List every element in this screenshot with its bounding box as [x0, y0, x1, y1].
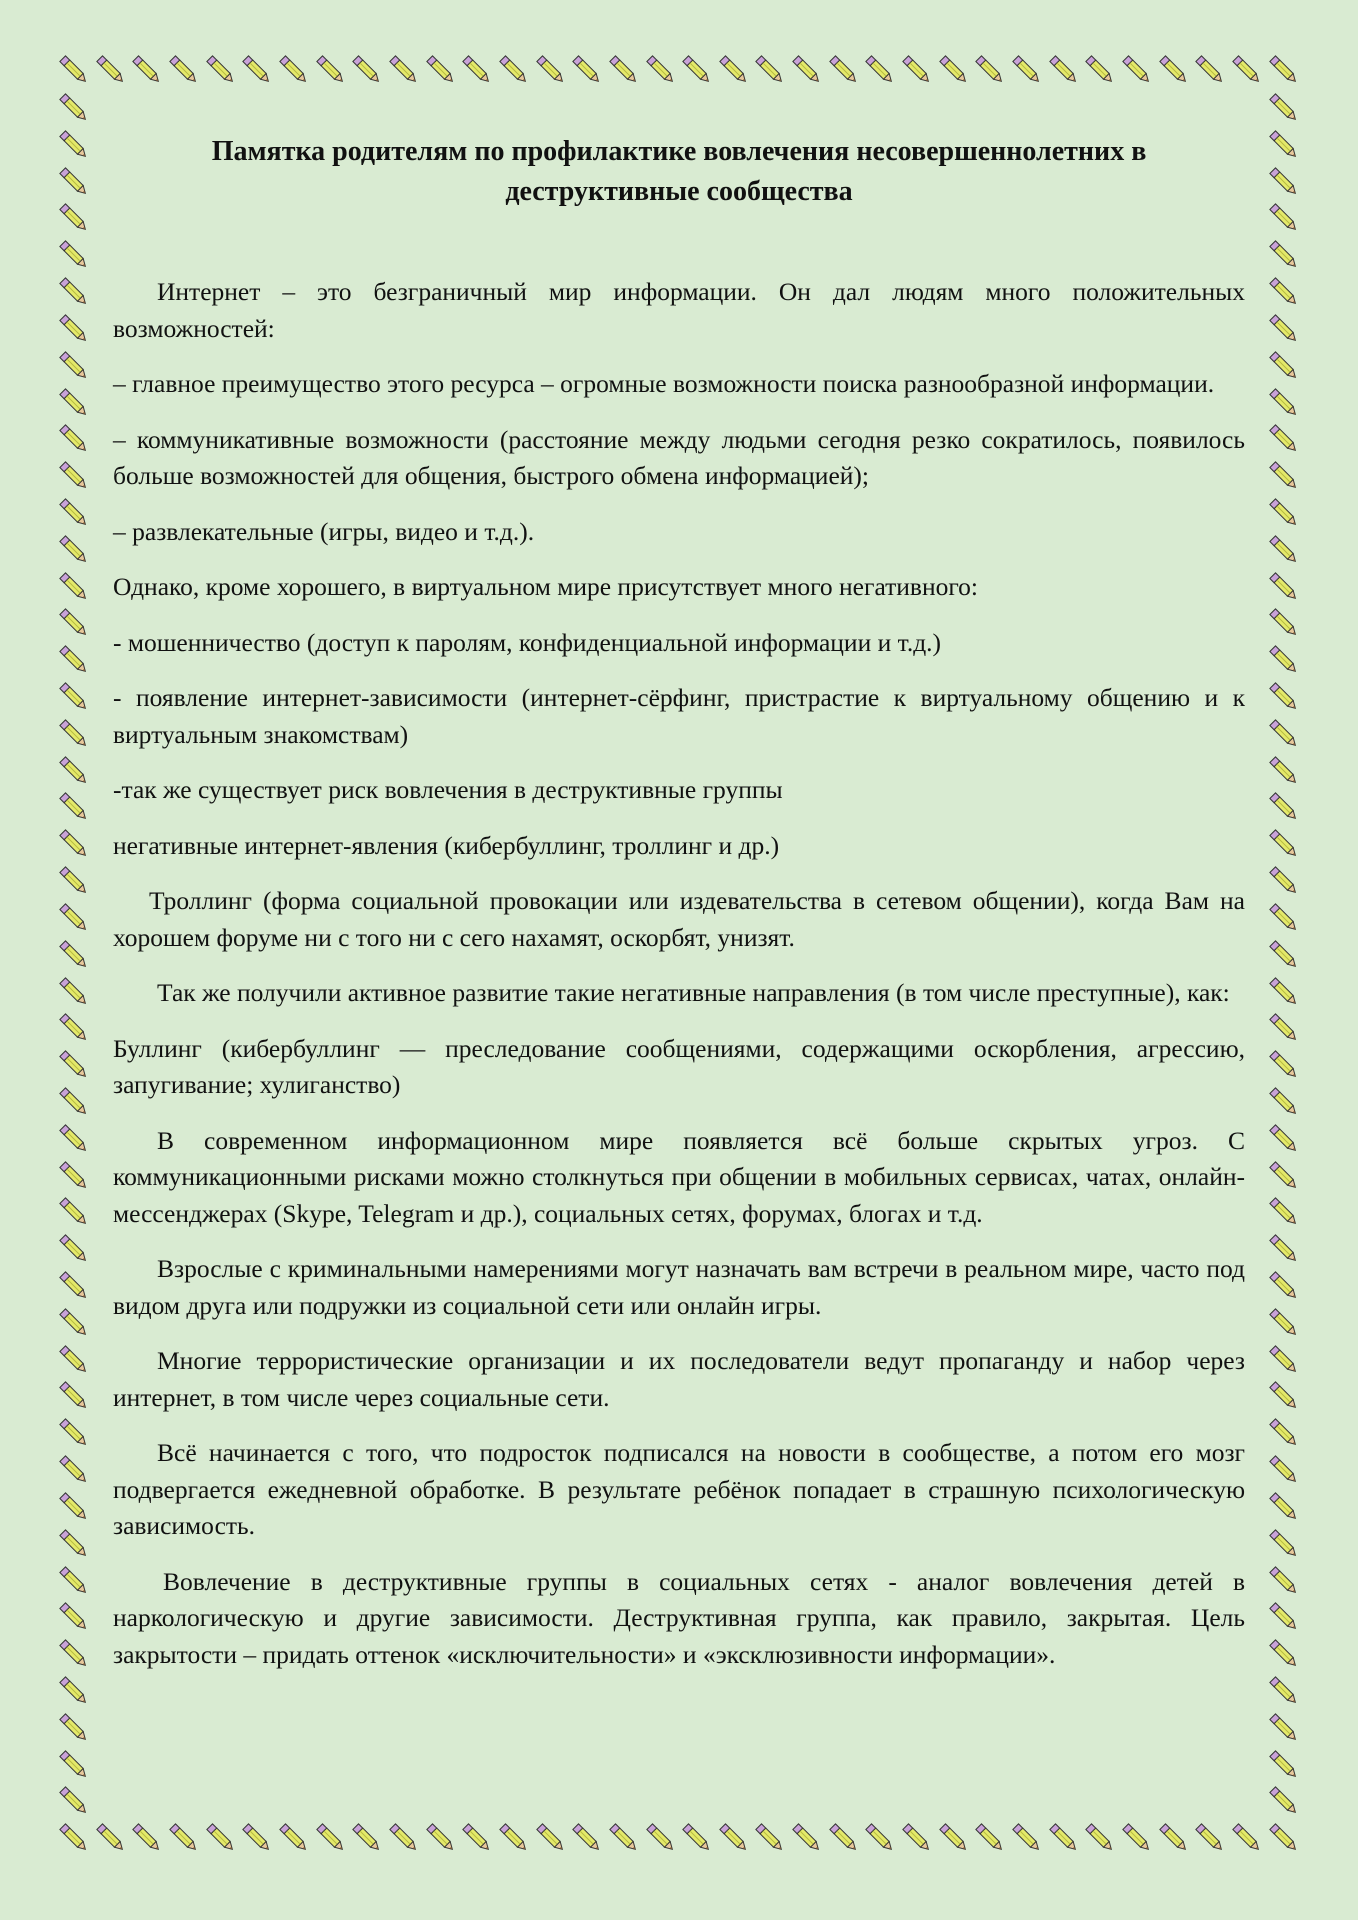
pencil-icon [899, 52, 935, 88]
pencil-icon [56, 1673, 92, 1709]
pencil-icon [56, 385, 92, 421]
pencil-icon [533, 1820, 569, 1856]
pencil-icon [1266, 826, 1302, 862]
pencil-icon [423, 1820, 459, 1856]
pencil-icon [936, 52, 972, 88]
pencil-icon [1266, 1820, 1302, 1856]
pencil-icon [1266, 1783, 1302, 1819]
pencil-icon [1266, 421, 1302, 457]
pencil-icon [1046, 52, 1082, 88]
pencil-icon [1009, 1820, 1045, 1856]
pencil-icon [459, 1820, 495, 1856]
pencil-icon [56, 1563, 92, 1599]
pencil-icon [1266, 1599, 1302, 1635]
paragraph: негативные интернет-явления (кибербуллинг, троллинг и др.) [113, 830, 780, 860]
pencil-icon [203, 52, 239, 88]
pencil-icon [349, 52, 385, 88]
paragraph: - мошенничество (доступ к паролям, конфиденциальной информации и т.д.) [113, 627, 942, 657]
pencil-icon [56, 421, 92, 457]
pencil-icon [56, 1452, 92, 1488]
pencil-icon [56, 1047, 92, 1083]
pencil-icon [1266, 1268, 1302, 1304]
pencil-icon [826, 52, 862, 88]
pencil-icon [496, 1820, 532, 1856]
pencil-icon [1266, 1489, 1302, 1525]
pencil-icon [1266, 679, 1302, 715]
page-title: Памятка родителям по профилактике вовлечения несовершеннолетних в деструктивные сообщества [211, 136, 1147, 207]
pencil-icon [679, 52, 715, 88]
pencil-icon [1266, 90, 1302, 126]
pencil-icon [1266, 1231, 1302, 1267]
paragraph: – главное преимущество этого ресурса – огромные возможности поиска разнообразной информации. [113, 369, 1215, 398]
pencil-icon [386, 52, 422, 88]
pencil-icon [1266, 1710, 1302, 1746]
pencil-icon [1266, 937, 1302, 973]
pencil-icon [56, 1415, 92, 1451]
pencil-icon [56, 753, 92, 789]
pencil-icon [862, 52, 898, 88]
pencil-icon [972, 1820, 1008, 1856]
pencil-icon [1266, 1305, 1302, 1341]
pencil-icon [643, 52, 679, 88]
pencil-icon [56, 1231, 92, 1267]
paragraph: Однако, кроме хорошего, в виртуальном мире присутствует много негативного: [113, 572, 978, 601]
pencil-icon [56, 679, 92, 715]
pencil-icon [56, 1783, 92, 1819]
pencil-icon [276, 52, 312, 88]
paragraph: Троллинг (форма социальной провокации или издевательства в сетевом общении), когда Вам на хорошем форуме ни с того ни с сего нахамят, оскорбят, унизят. [113, 886, 1245, 952]
pencil-icon [386, 1820, 422, 1856]
pencil-icon [1119, 52, 1155, 88]
pencil-icon [1229, 52, 1265, 88]
pencil-icon [1266, 200, 1302, 236]
pencil-icon [423, 52, 459, 88]
pencil-border-right [1266, 90, 1304, 1820]
pencil-icon [1266, 863, 1302, 899]
pencil-icon [533, 52, 569, 88]
pencil-icon [1266, 1378, 1302, 1414]
pencil-icon [1082, 52, 1118, 88]
pencil-icon [93, 52, 129, 88]
pencil-icon [56, 716, 92, 752]
pencil-icon [56, 532, 92, 568]
pencil-icon [862, 1820, 898, 1856]
pencil-icon [56, 237, 92, 273]
paragraph: Многие террористические организации и их последователи ведут пропаганду и набор через интернет, в том числе через социальные сети. [113, 1346, 1245, 1412]
paragraph: – коммуникативные возможности (расстояние между людьми сегодня резко сократилось, появилось больше возможностей для общения, быстрого обмена информацией); [113, 424, 1245, 490]
pencil-icon [56, 1489, 92, 1525]
pencil-icon [313, 52, 349, 88]
pencil-icon [1046, 1820, 1082, 1856]
pencil-icon [752, 52, 788, 88]
pencil-icon [1192, 1820, 1228, 1856]
pencil-icon [56, 605, 92, 641]
pencil-icon [716, 1820, 752, 1856]
paragraph: -так же существует риск вовлечения в деструктивные группы [113, 775, 783, 804]
pencil-icon [936, 1820, 972, 1856]
pencil-icon [349, 1820, 385, 1856]
pencil-icon [789, 52, 825, 88]
paragraph: В современном информационном мире появляется всё больше скрытых угроз. С коммуникационными рисками можно столкнуться при общении в мобильных сервисах, чатах, онлайн-мессенджерах (Skype, Telegram и др.), социальных сетях, форумах, блогах и т.д. [113, 1125, 1245, 1228]
pencil-icon [1266, 532, 1302, 568]
pencil-icon [56, 495, 92, 531]
pencil-icon [606, 1820, 642, 1856]
pencil-icon [569, 1820, 605, 1856]
paragraph: Интернет – это безграничный мир информации. Он дал людям много положительных возможностей: [113, 277, 1245, 343]
pencil-icon [1119, 1820, 1155, 1856]
pencil-icon [1266, 1010, 1302, 1046]
pencil-icon [56, 200, 92, 236]
pencil-icon [1266, 127, 1302, 163]
paragraph: Так же получили активное развитие такие негативные направления (в том числе преступные), как: [157, 978, 1230, 1007]
pencil-icon [56, 1526, 92, 1562]
pencil-icon [166, 52, 202, 88]
pencil-icon [56, 127, 92, 163]
pencil-icon [56, 1010, 92, 1046]
paragraph: - появление интернет-зависимости (интернет-сёрфинг, пристрастие к виртуальному общению и к виртуальным знакомствам) [113, 683, 1245, 749]
pencil-icon [276, 1820, 312, 1856]
pencil-icon [1266, 1121, 1302, 1157]
pencil-icon [1266, 569, 1302, 605]
pencil-icon [56, 311, 92, 347]
pencil-icon [1156, 1820, 1192, 1856]
pencil-icon [129, 1820, 165, 1856]
pencil-icon [56, 937, 92, 973]
pencil-icon [1266, 1452, 1302, 1488]
pencil-icon [1266, 789, 1302, 825]
pencil-icon [56, 863, 92, 899]
pencil-icon [1266, 1415, 1302, 1451]
pencil-icon [1266, 900, 1302, 936]
pencil-icon [56, 1158, 92, 1194]
pencil-icon [679, 1820, 715, 1856]
pencil-icon [93, 1820, 129, 1856]
paragraph: Взрослые с криминальными намерениями могут назначать вам встречи в реальном мире, часто под видом друга или подружки из социальной сети или онлайн игры. [113, 1254, 1245, 1320]
pencil-icon [166, 1820, 202, 1856]
pencil-icon [1266, 1673, 1302, 1709]
pencil-icon [56, 1636, 92, 1672]
pencil-icon [56, 52, 92, 88]
pencil-icon [1266, 974, 1302, 1010]
pencil-icon [56, 1305, 92, 1341]
pencil-icon [789, 1820, 825, 1856]
pencil-icon [56, 1194, 92, 1230]
pencil-icon [1266, 716, 1302, 752]
pencil-icon [1229, 1820, 1265, 1856]
pencil-icon [56, 1342, 92, 1378]
pencil-icon [606, 52, 642, 88]
pencil-icon [496, 52, 532, 88]
pencil-icon [56, 274, 92, 310]
pencil-icon [56, 164, 92, 200]
pencil-icon [56, 789, 92, 825]
pencil-icon [56, 974, 92, 1010]
pencil-icon [56, 900, 92, 936]
pencil-icon [899, 1820, 935, 1856]
pencil-icon [1266, 1747, 1302, 1783]
pencil-icon [239, 1820, 275, 1856]
pencil-icon [239, 52, 275, 88]
pencil-icon [752, 1820, 788, 1856]
pencil-icon [56, 1599, 92, 1635]
pencil-icon [56, 348, 92, 384]
paragraph: – развлекательные (игры, видео и т.д.). [113, 516, 535, 546]
pencil-icon [56, 1820, 92, 1856]
pencil-icon [459, 52, 495, 88]
pencil-icon [1266, 274, 1302, 310]
pencil-icon [56, 458, 92, 494]
pencil-icon [56, 826, 92, 862]
pencil-icon [1266, 1526, 1302, 1562]
pencil-icon [1266, 164, 1302, 200]
pencil-icon [1266, 458, 1302, 494]
pencil-icon [972, 52, 1008, 88]
pencil-icon [1192, 52, 1228, 88]
pencil-icon [1009, 52, 1045, 88]
pencil-icon [1266, 495, 1302, 531]
pencil-icon [1156, 52, 1192, 88]
pencil-icon [1082, 1820, 1118, 1856]
pencil-icon [56, 1268, 92, 1304]
pencil-icon [1266, 311, 1302, 347]
pencil-icon [1266, 1563, 1302, 1599]
pencil-icon [56, 1710, 92, 1746]
pencil-icon [203, 1820, 239, 1856]
pencil-border-bottom [56, 1820, 1302, 1858]
pencil-icon [1266, 237, 1302, 273]
pencil-icon [1266, 1636, 1302, 1672]
paragraph: Буллинг (кибербуллинг — преследование сообщениями, содержащими оскорбления, агрессию, запугивание; хулиганство) [113, 1033, 1245, 1099]
pencil-border-top [56, 52, 1302, 90]
pencil-icon [1266, 753, 1302, 789]
pencil-icon [313, 1820, 349, 1856]
pencil-icon [643, 1820, 679, 1856]
pencil-icon [716, 52, 752, 88]
pencil-icon [129, 52, 165, 88]
pencil-icon [56, 642, 92, 678]
pencil-icon [1266, 1158, 1302, 1194]
pencil-icon [56, 90, 92, 126]
pencil-icon [1266, 605, 1302, 641]
pencil-icon [56, 569, 92, 605]
pencil-icon [56, 1378, 92, 1414]
pencil-icon [1266, 642, 1302, 678]
pencil-icon [1266, 1084, 1302, 1120]
paragraph: Всё начинается с того, что подросток подписался на новости в сообществе, а потом его мозг подвергается ежедневной обработке. В результате ребёнок попадает в страшную психологическую зависимость. [113, 1438, 1245, 1540]
pencil-icon [1266, 1194, 1302, 1230]
pencil-icon [1266, 348, 1302, 384]
pencil-icon [1266, 1342, 1302, 1378]
pencil-icon [569, 52, 605, 88]
paragraph: Вовлечение в деструктивные группы в социальных сетях - аналог вовлечения детей в наркологическую и другие зависимости. Деструктивная группа, как правило, закрытая. Цель закрытости – придать оттенок «исключительности» и «эксклюзивности информации». [113, 1566, 1245, 1669]
pencil-icon [826, 1820, 862, 1856]
document-body [113, 132, 1245, 1692]
pencil-icon [56, 1084, 92, 1120]
pencil-icon [1266, 1047, 1302, 1083]
pencil-icon [56, 1121, 92, 1157]
paragraph-list [113, 274, 1245, 1673]
pencil-icon [56, 1747, 92, 1783]
pencil-icon [1266, 385, 1302, 421]
pencil-icon [1266, 52, 1302, 88]
pencil-border-left [56, 90, 94, 1820]
